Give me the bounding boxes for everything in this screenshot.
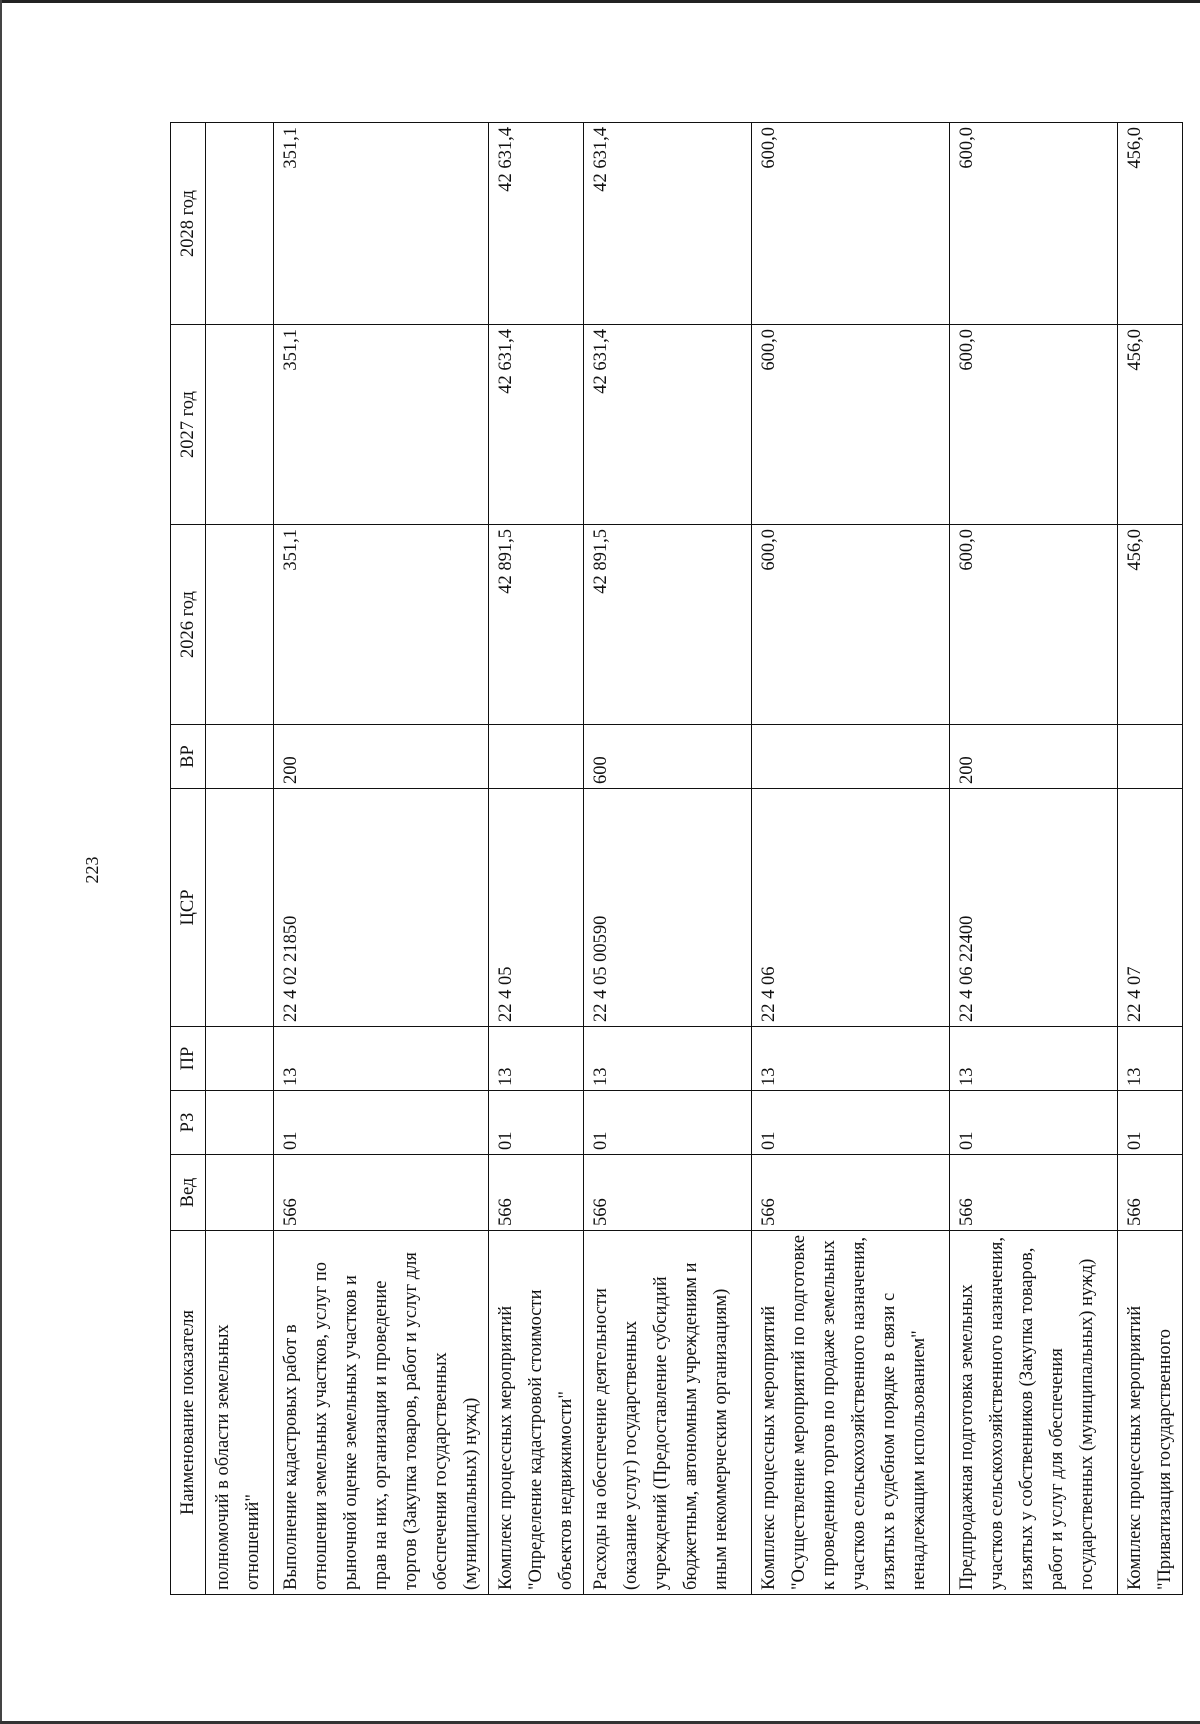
column-header-ved: Вед — [171, 1155, 206, 1231]
row-2027-cell: 42 631,4 — [584, 325, 752, 525]
row-ved-cell: 566 — [1118, 1155, 1183, 1231]
row-name-cell: Выполнение кадастровых работ в отношении земельных участков, услуг по рыночной оценке земельных участков и прав на них, организация и проведение торгов (Закупка товаров, работ и услуг для обеспечения государственных (муниципальных) нужд) — [274, 1231, 489, 1595]
row-vr-cell — [206, 725, 274, 789]
row-ved-cell: 566 — [489, 1155, 584, 1231]
row-pr-cell: 13 — [1118, 1027, 1183, 1091]
row-vr-cell: 600 — [584, 725, 752, 789]
table-row — [584, 123, 752, 1595]
row-csr-cell: 22 4 06 22400 — [950, 789, 1118, 1027]
row-rz-cell: 01 — [752, 1091, 950, 1155]
column-header-name: Наименование показателя — [171, 1231, 206, 1595]
column-header-2028: 2028 год — [171, 123, 206, 325]
row-pr-cell: 13 — [489, 1027, 584, 1091]
row-rz-cell: 01 — [489, 1091, 584, 1155]
row-csr-cell — [206, 789, 274, 1027]
row-pr-cell: 13 — [584, 1027, 752, 1091]
row-2027-cell: 600,0 — [950, 325, 1118, 525]
row-2027-cell: 600,0 — [752, 325, 950, 525]
row-ved-cell — [206, 1155, 274, 1231]
scan-edge-top — [0, 0, 1200, 3]
table-row — [1118, 123, 1183, 1595]
row-pr-cell — [206, 1027, 274, 1091]
row-name-cell: Комплекс процессных мероприятий "Приватизация государственного — [1118, 1231, 1183, 1595]
row-vr-cell — [1118, 725, 1183, 789]
row-2027-cell — [206, 325, 274, 525]
row-2028-cell: 42 631,4 — [489, 123, 584, 325]
row-2026-cell: 456,0 — [1118, 525, 1183, 725]
row-csr-cell: 22 4 02 21850 — [274, 789, 489, 1027]
row-vr-cell: 200 — [950, 725, 1118, 789]
row-name-cell: Предпродажная подготовка земельных участков сельскохозяйственного назначения, изъятых у собственников (Закупка товаров, работ и услуг для обеспечения государственных (муниципальных) нужд) — [950, 1231, 1118, 1595]
row-rz-cell: 01 — [1118, 1091, 1183, 1155]
table-row — [206, 123, 274, 1595]
row-vr-cell — [752, 725, 950, 789]
row-rz-cell — [206, 1091, 274, 1155]
row-2027-cell: 351,1 — [274, 325, 489, 525]
row-2027-cell: 456,0 — [1118, 325, 1183, 525]
row-2028-cell: 42 631,4 — [584, 123, 752, 325]
row-2026-cell: 600,0 — [752, 525, 950, 725]
column-header-2026: 2026 год — [171, 525, 206, 725]
row-pr-cell: 13 — [274, 1027, 489, 1091]
scan-edge-left — [0, 0, 2, 1724]
row-rz-cell: 01 — [274, 1091, 489, 1155]
row-name-cell: Комплекс процессных мероприятий "Осуществление мероприятий по подготовке к проведению торгов по продаже земельных участков сельскохозяйственного назначения, изъятых в судебном порядке в связи с ненадлежащим использованием" — [752, 1231, 950, 1595]
row-2028-cell: 600,0 — [950, 123, 1118, 325]
row-name-cell: полномочий в области земельных отношений" — [206, 1231, 274, 1595]
row-2026-cell — [206, 525, 274, 725]
row-csr-cell: 22 4 05 00590 — [584, 789, 752, 1027]
row-vr-cell — [489, 725, 584, 789]
column-header-vr: ВР — [171, 725, 206, 789]
row-2028-cell — [206, 123, 274, 325]
row-2028-cell: 600,0 — [752, 123, 950, 325]
row-2026-cell: 42 891,5 — [489, 525, 584, 725]
table-row — [950, 123, 1118, 1595]
row-2026-cell: 600,0 — [950, 525, 1118, 725]
column-header-pr: ПР — [171, 1027, 206, 1091]
row-ved-cell: 566 — [584, 1155, 752, 1231]
rotated-table-wrapper — [170, 123, 1175, 1595]
row-pr-cell: 13 — [950, 1027, 1118, 1091]
row-2027-cell: 42 631,4 — [489, 325, 584, 525]
row-2028-cell: 351,1 — [274, 123, 489, 325]
table-row — [752, 123, 950, 1595]
row-name-cell: Комплекс процессных мероприятий "Определение кадастровой стоимости объектов недвижимости" — [489, 1231, 584, 1595]
row-ved-cell: 566 — [752, 1155, 950, 1231]
row-pr-cell: 13 — [752, 1027, 950, 1091]
column-header-csr: ЦСР — [171, 789, 206, 1027]
row-2026-cell: 42 891,5 — [584, 525, 752, 725]
row-rz-cell: 01 — [950, 1091, 1118, 1155]
header-row — [171, 123, 206, 1595]
row-csr-cell: 22 4 07 — [1118, 789, 1183, 1027]
column-header-rz: РЗ — [171, 1091, 206, 1155]
row-2026-cell: 351,1 — [274, 525, 489, 725]
row-csr-cell: 22 4 05 — [489, 789, 584, 1027]
row-csr-cell: 22 4 06 — [752, 789, 950, 1027]
row-ved-cell: 566 — [274, 1155, 489, 1231]
column-header-2027: 2027 год — [171, 325, 206, 525]
table-row — [274, 123, 489, 1595]
table-row — [489, 123, 584, 1595]
row-name-cell: Расходы на обеспечение деятельности (оказание услуг) государственных учреждений (Предоставление субсидий бюджетным, автономным учреждениям и иным некоммерческим организациям) — [584, 1231, 752, 1595]
page-number: 223 — [82, 856, 102, 884]
row-vr-cell: 200 — [274, 725, 489, 789]
row-ved-cell: 566 — [950, 1155, 1118, 1231]
budget-table — [170, 122, 1183, 1595]
row-2028-cell: 456,0 — [1118, 123, 1183, 325]
row-rz-cell: 01 — [584, 1091, 752, 1155]
